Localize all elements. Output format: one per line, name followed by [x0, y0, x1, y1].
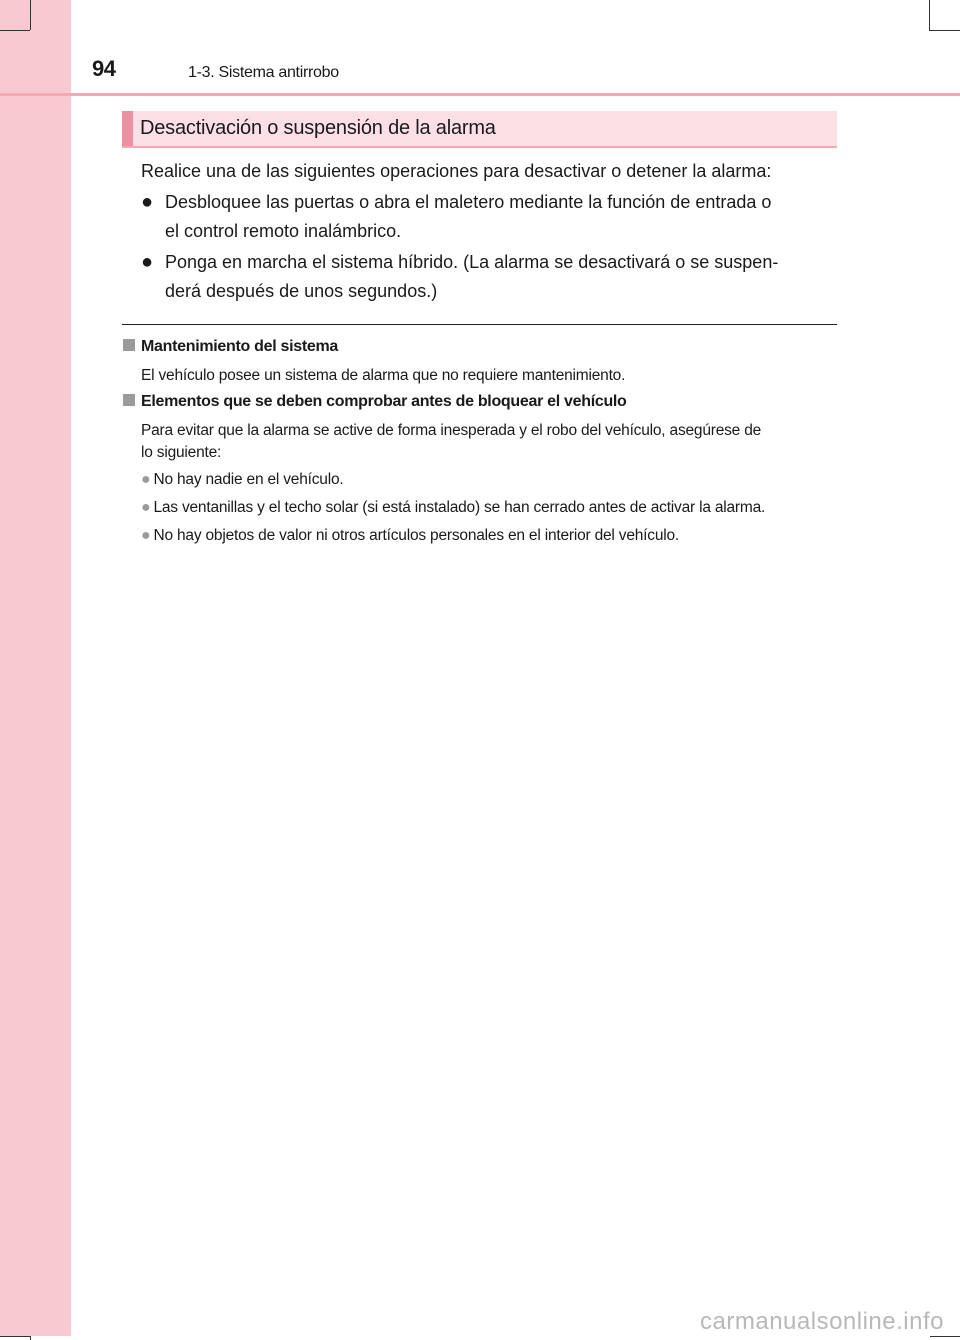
- note-text-check-line: lo siguiente:: [141, 444, 222, 461]
- list-item-line: derá después de unos segundos.): [165, 281, 438, 301]
- note-heading-text: Elementos que se deben comprobar antes de bloquear el vehículo: [141, 393, 627, 410]
- heading-accent-bar: [122, 111, 133, 146]
- list-item: [141, 469, 841, 491]
- note-heading-maintenance: [123, 338, 338, 356]
- side-margin-band: [0, 0, 71, 1336]
- list-item: [141, 525, 841, 547]
- bullet-icon: ●: [141, 527, 151, 544]
- list-item-line: Desbloquee las puertas o abra el maletero mediante la función de entrada o: [165, 192, 772, 212]
- bullet-icon: ●: [141, 471, 151, 488]
- square-bullet-icon: [123, 339, 135, 351]
- bullet-icon: ●: [141, 251, 154, 273]
- bullet-icon: ●: [141, 191, 154, 213]
- list-item: [141, 248, 841, 306]
- bullet-icon: ●: [141, 499, 151, 516]
- note-text-check-line: Para evitar que la alarma se active de forma inesperada y el robo del vehículo, asegúrese de: [141, 422, 762, 439]
- intro-paragraph: Realice una de las siguientes operaciones para desactivar o detener la alarma:: [141, 161, 772, 181]
- note-heading-check: [123, 393, 627, 411]
- crop-mark-top-left: [30, 0, 31, 30]
- crop-mark-top-right-h: [929, 30, 960, 31]
- crop-mark-bottom-left-v: [30, 1336, 31, 1340]
- crop-mark-bottom-right: [930, 1336, 960, 1337]
- crop-mark-top-right: [929, 0, 930, 30]
- section-heading: Desactivación o suspensión de la alarma: [140, 117, 496, 139]
- list-item-text: Las ventanillas y el techo solar (si está instalado) se han cerrado antes de activar la alarma.: [153, 499, 766, 516]
- list-item-text: No hay nadie en el vehículo.: [153, 471, 344, 488]
- square-bullet-icon: [123, 394, 135, 406]
- section-title: 1-3. Sistema antirrobo: [188, 64, 339, 81]
- page-number: 94: [92, 56, 116, 81]
- list-item: [141, 188, 841, 246]
- list-item-text: No hay objetos de valor ni otros artículos personales en el interior del vehículo.: [153, 527, 680, 544]
- list-item-line: Ponga en marcha el sistema híbrido. (La alarma se desactivará o se suspen-: [165, 252, 779, 272]
- crop-mark-top-left-h: [0, 30, 30, 31]
- crop-mark-bottom-left: [0, 1336, 30, 1337]
- watermark: carmanualsonline.info: [700, 1308, 944, 1335]
- list-item: [141, 497, 841, 519]
- note-heading-text: Mantenimiento del sistema: [141, 338, 338, 355]
- note-text-maintenance: El vehículo posee un sistema de alarma que no requiere mantenimiento.: [141, 367, 626, 384]
- header-rule: [0, 93, 960, 96]
- section-divider: [122, 324, 837, 325]
- list-item-line: el control remoto inalámbrico.: [165, 221, 402, 241]
- section-heading-box: [122, 111, 837, 148]
